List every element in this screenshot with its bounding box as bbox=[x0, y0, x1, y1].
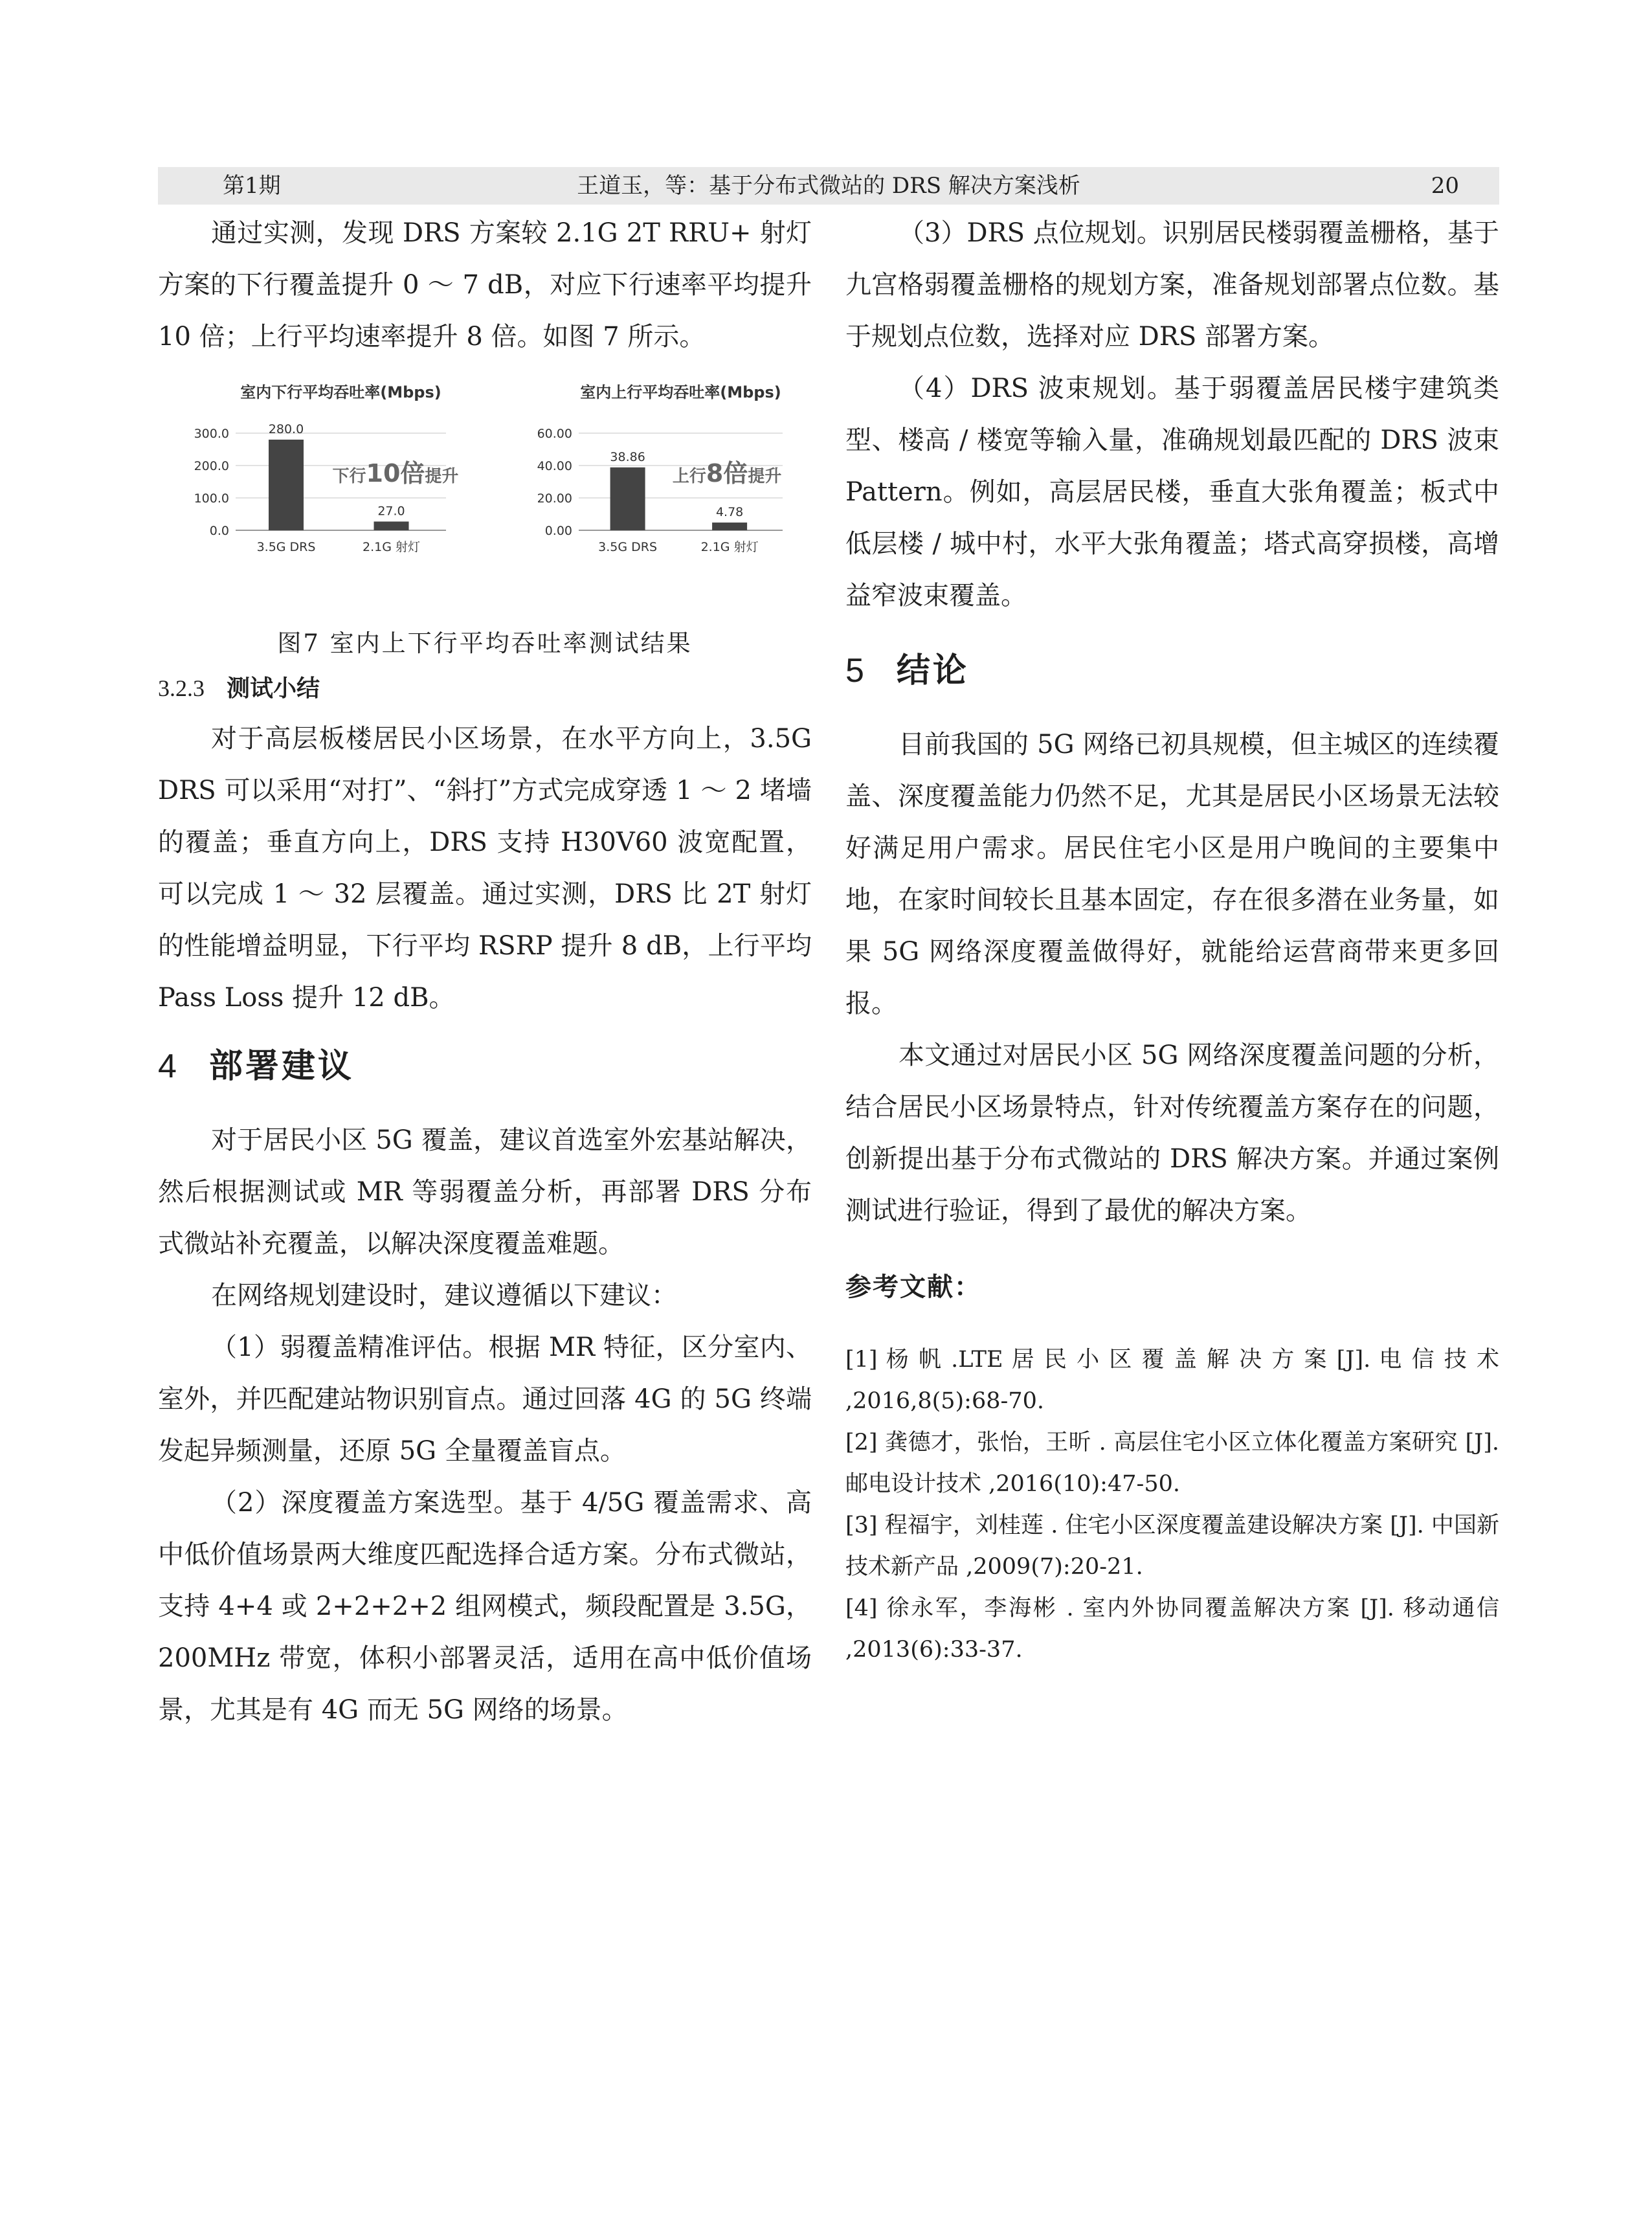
bar bbox=[269, 440, 304, 530]
y-tick-label: 0.0 bbox=[209, 524, 229, 538]
bar bbox=[374, 522, 409, 531]
paragraph: （2）深度覆盖方案选型。基于 4/5G 覆盖需求、高中低价值场景两大维度匹配选择合适方案。分布式微站，支持 4+4 或 2+2+2+2 组网模式，频段配置是 3.5G，200MHz 带宽，体积小部署灵活，适用在高中低价值场景，尤其是有 4G 而无 5G 网络的场景。 bbox=[158, 1488, 812, 1725]
data-label: 4.78 bbox=[715, 505, 744, 520]
paragraph: 对于居民小区 5G 覆盖，建议首选室外宏基站解决，然后根据测试或 MR 等弱覆盖分析，再部署 DRS 分布式微站补充覆盖，以解决深度覆盖难题。 bbox=[158, 1125, 812, 1259]
x-tick-label: 3.5G DRS bbox=[598, 540, 658, 554]
section-number: 5 bbox=[845, 652, 864, 690]
page-number: 20 bbox=[1431, 173, 1459, 199]
running-title: 王道玉，等：基于分布式微站的 DRS 解决方案浅析 bbox=[577, 173, 1080, 199]
data-label: 280.0 bbox=[268, 422, 304, 436]
x-tick-label: 3.5G DRS bbox=[256, 540, 316, 554]
subsection-heading bbox=[158, 667, 812, 710]
paragraph: 对于高层板楼居民小区场景，在水平方向上，3.5G DRS 可以采用“对打”、“斜打”方式完成穿透 1 ～ 2 堵墙的覆盖；垂直方向上，DRS 支持 H30V60 波宽配置，可以完成 1 ～ 32 层覆盖。通过实测，DRS 比 2T 射灯的性能增益明显，下行平均 RSRP 提升 8 dB，上行平均 Pass Loss 提升 12 dB。 bbox=[158, 724, 812, 1013]
issue-number: 第1期 bbox=[223, 173, 281, 199]
left-column bbox=[158, 207, 812, 1736]
y-tick-label: 60.00 bbox=[537, 427, 572, 441]
reference-item: [4] 徐永军，李海彬 . 室内外协同覆盖解决方案 [J]. 移动通信 ,2013(6):33-37. bbox=[845, 1595, 1499, 1663]
section-heading bbox=[158, 1040, 812, 1092]
right-column bbox=[845, 207, 1499, 1670]
section-title: 结论 bbox=[896, 651, 969, 690]
section-title: 部署建议 bbox=[208, 1047, 354, 1086]
paragraph: 通过实测，发现 DRS 方案较 2.1G 2T RRU+ 射灯方案的下行覆盖提升 0 ～ 7 dB，对应下行速率平均提升 10 倍；上行平均速率提升 8 倍。如图 7 所示。 bbox=[158, 218, 812, 352]
paragraph: 本文通过对居民小区 5G 网络深度覆盖问题的分析，结合居民小区场景特点，针对传统覆盖方案存在的问题，创新提出基于分布式微站的 DRS 解决方案。并通过案例测试进行验证，得到了最优的解决方案。 bbox=[845, 1040, 1499, 1226]
chart-title: 室内下行平均吞吐率(Mbps) bbox=[240, 383, 441, 401]
running-head bbox=[158, 167, 1499, 205]
figure-caption: 图7 室内上下行平均吞吐率测试结果 bbox=[277, 629, 693, 657]
data-label: 27.0 bbox=[377, 504, 405, 519]
reference-item: [1] 杨 帆 .LTE 居 民 小 区 覆 盖 解 决 方 案 [J]. 电 信 技 术 ,2016,8(5):68-70. bbox=[845, 1347, 1499, 1414]
reference-item: [2] 龚德才，张怡，王昕 . 高层住宅小区立体化覆盖方案研究 [J]. 邮电设计技术 ,2016(10):47-50. bbox=[845, 1430, 1499, 1497]
y-tick-label: 20.00 bbox=[537, 491, 572, 506]
paragraph: 目前我国的 5G 网络已初具规模，但主城区的连续覆盖、深度覆盖能力仍然不足，尤其是居民小区场景无法较好满足用户需求。居民住宅小区是用户晚间的主要集中地，在家时间较长且基本固定，存在很多潜在业务量，如果 5G 网络深度覆盖做得好，就能给运营商带来更多回报。 bbox=[845, 730, 1499, 1018]
section-heading bbox=[845, 645, 1499, 697]
bar bbox=[712, 523, 747, 530]
paragraph: （1）弱覆盖精准评估。根据 MR 特征，区分室内、室外，并匹配建站物识别盲点。通过回落 4G 的 5G 终端发起异频测量，还原 5G 全量覆盖盲点。 bbox=[158, 1332, 812, 1466]
data-label: 38.86 bbox=[610, 449, 645, 464]
y-tick-label: 0.00 bbox=[544, 524, 572, 538]
figure-7-charts bbox=[158, 372, 812, 624]
x-tick-label: 2.1G 射灯 bbox=[363, 540, 420, 554]
figure-7 bbox=[158, 372, 812, 624]
references-heading: 参考文献： bbox=[845, 1272, 981, 1302]
chart-title: 室内上行平均吞吐率(Mbps) bbox=[580, 383, 781, 401]
bar bbox=[610, 467, 645, 530]
y-tick-label: 40.00 bbox=[537, 459, 572, 473]
paragraph: （4）DRS 波束规划。基于弱覆盖居民楼宇建筑类型、楼高 / 楼宽等输入量，准确规划最匹配的 DRS 波束 Pattern。例如，高层居民楼，垂直大张角覆盖；板式中低层楼 / 城中村，水平大张角覆盖；塔式高穿损楼，高增益窄波束覆盖。 bbox=[845, 374, 1499, 611]
chart-annotation: 下行10倍提升 bbox=[332, 459, 459, 488]
subsection-title: 测试小结 bbox=[227, 675, 320, 702]
y-tick-label: 100.0 bbox=[194, 491, 229, 506]
chart-annotation: 上行8倍提升 bbox=[672, 459, 782, 488]
reference-item: [3] 程福宇，刘桂莲 . 住宅小区深度覆盖建设解决方案 [J]. 中国新技术新产品 ,2009(7):20-21. bbox=[845, 1512, 1499, 1580]
subsection-number: 3.2.3 bbox=[158, 675, 205, 701]
paragraph: （3）DRS 点位规划。识别居民楼弱覆盖栅格，基于九宫格弱覆盖栅格的规划方案，准备规划部署点位数。基于规划点位数，选择对应 DRS 部署方案。 bbox=[845, 218, 1499, 352]
y-tick-label: 200.0 bbox=[194, 459, 229, 473]
x-tick-label: 2.1G 射灯 bbox=[700, 540, 759, 554]
paragraph: 在网络规划建设时，建议遵循以下建议： bbox=[211, 1281, 677, 1310]
section-number: 4 bbox=[158, 1048, 177, 1085]
y-tick-label: 300.0 bbox=[194, 427, 229, 441]
